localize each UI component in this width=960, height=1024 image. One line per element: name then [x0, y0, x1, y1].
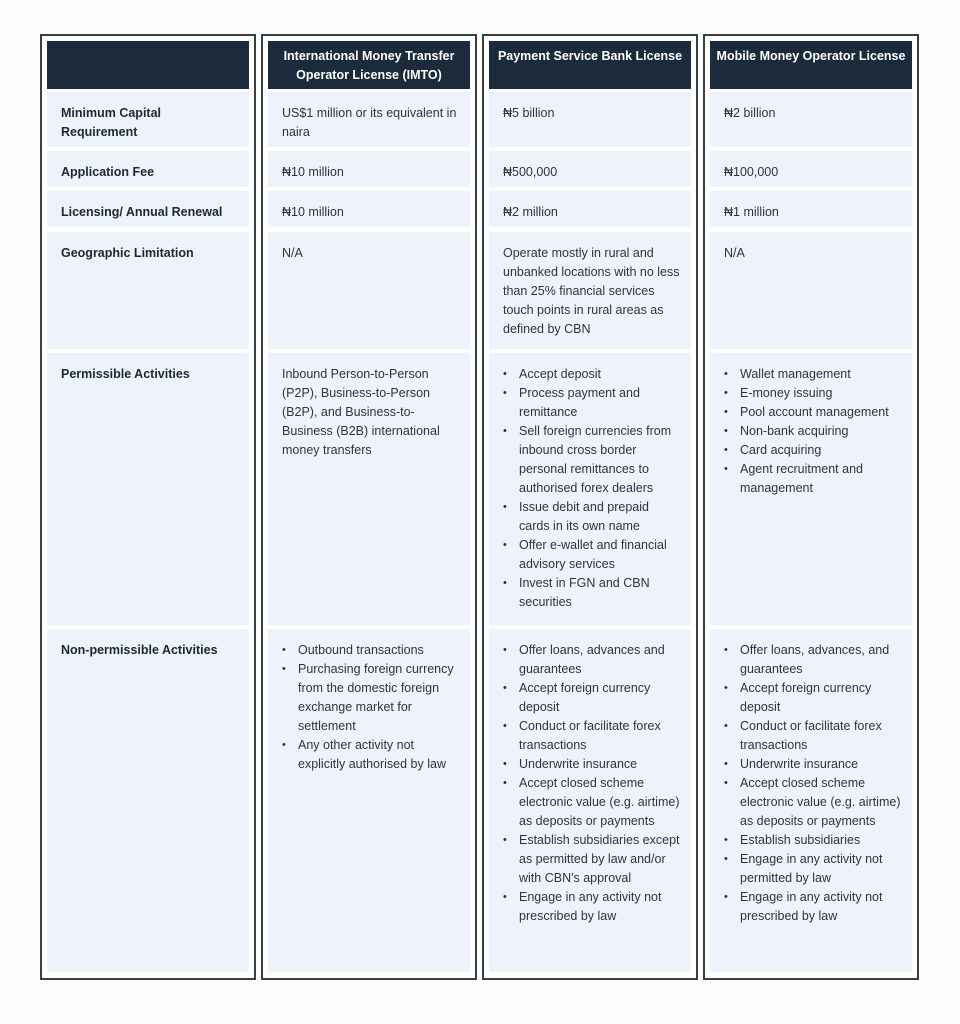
column-psb	[482, 34, 698, 980]
list-item: • Conduct or facilitate forex transactions	[740, 717, 902, 755]
list-item: • Wallet management	[740, 365, 902, 384]
list-item: • Engage in any activity not prescribed by law	[519, 888, 681, 926]
imto-geographic-limitation: N/A	[268, 232, 470, 349]
mmo-non-permissible-list	[724, 641, 902, 926]
header-psb: Payment Service Bank License	[489, 41, 691, 89]
list-item: • Accept closed scheme electronic value (e.g. airtime) as deposits or payments	[740, 774, 902, 831]
imto-non-permissible-list	[282, 641, 460, 774]
imto-non-permissible-activities	[268, 629, 470, 972]
header-blank	[47, 41, 249, 89]
column-imto	[261, 34, 477, 980]
psb-non-permissible-list	[503, 641, 681, 926]
label-non-permissible-activities: Non-permissible Activities	[47, 629, 249, 972]
list-item: • Establish subsidiaries except as permitted by law and/or with CBN's approval	[519, 831, 681, 888]
list-item: • Establish subsidiaries	[740, 831, 902, 850]
label-geographic-limitation: Geographic Limitation	[47, 232, 249, 349]
label-minimum-capital: Minimum Capital Requirement	[47, 92, 249, 147]
label-licensing-renewal: Licensing/ Annual Renewal	[47, 191, 249, 227]
list-item: • Non-bank acquiring	[740, 422, 902, 441]
list-item: • Invest in FGN and CBN securities	[519, 574, 681, 612]
imto-licensing-renewal: ₦10 million	[268, 191, 470, 227]
mmo-permissible-activities	[710, 353, 912, 625]
imto-minimum-capital: US$1 million or its equivalent in naira	[268, 92, 470, 147]
psb-non-permissible-activities	[489, 629, 691, 972]
list-item: • Engage in any activity not prescribed by law	[740, 888, 902, 926]
list-item: • Any other activity not explicitly authorised by law	[298, 736, 460, 774]
list-item: • Process payment and remittance	[519, 384, 681, 422]
imto-permissible-activities: Inbound Person-to-Person (P2P), Business-to-Person (B2P), and Business-to-Business (B2B) international money transfers	[268, 353, 470, 625]
list-item: • Agent recruitment and management	[740, 460, 902, 498]
mmo-non-permissible-activities	[710, 629, 912, 972]
list-item: • Offer loans, advances and guarantees	[519, 641, 681, 679]
list-item: • Accept closed scheme electronic value (e.g. airtime) as deposits or payments	[519, 774, 681, 831]
list-item: • Engage in any activity not permitted by law	[740, 850, 902, 888]
mmo-permissible-list	[724, 365, 902, 498]
list-item: • Underwrite insurance	[519, 755, 681, 774]
list-item: • Conduct or facilitate forex transactions	[519, 717, 681, 755]
list-item: • Card acquiring	[740, 441, 902, 460]
list-item: • Accept deposit	[519, 365, 681, 384]
list-item: • Pool account management	[740, 403, 902, 422]
mmo-geographic-limitation: N/A	[710, 232, 912, 349]
list-item: • Sell foreign currencies from inbound cross border personal remittances to authorised forex dealers	[519, 422, 681, 498]
mmo-application-fee: ₦100,000	[710, 151, 912, 187]
list-item: • Issue debit and prepaid cards in its own name	[519, 498, 681, 536]
psb-application-fee: ₦500,000	[489, 151, 691, 187]
header-mmo: Mobile Money Operator License	[710, 41, 912, 89]
list-item: • Offer loans, advances, and guarantees	[740, 641, 902, 679]
column-row-labels	[40, 34, 256, 980]
list-item: • Accept foreign currency deposit	[740, 679, 902, 717]
mmo-minimum-capital: ₦2 billion	[710, 92, 912, 147]
psb-licensing-renewal: ₦2 million	[489, 191, 691, 227]
list-item: • Outbound transactions	[298, 641, 460, 660]
imto-application-fee: ₦10 million	[268, 151, 470, 187]
list-item: • Underwrite insurance	[740, 755, 902, 774]
list-item: • E-money issuing	[740, 384, 902, 403]
column-mmo	[703, 34, 919, 980]
psb-geographic-limitation: Operate mostly in rural and unbanked locations with no less than 25% financial services touch points in rural areas as defined by CBN	[489, 232, 691, 349]
label-application-fee: Application Fee	[47, 151, 249, 187]
psb-minimum-capital: ₦5 billion	[489, 92, 691, 147]
psb-permissible-list	[503, 365, 681, 612]
header-imto: International Money Transfer Operator License (IMTO)	[268, 41, 470, 89]
mmo-licensing-renewal: ₦1 million	[710, 191, 912, 227]
list-item: • Offer e-wallet and financial advisory services	[519, 536, 681, 574]
label-permissible-activities: Permissible Activities	[47, 353, 249, 625]
list-item: • Purchasing foreign currency from the domestic foreign exchange market for settlement	[298, 660, 460, 736]
psb-permissible-activities	[489, 353, 691, 625]
list-item: • Accept foreign currency deposit	[519, 679, 681, 717]
